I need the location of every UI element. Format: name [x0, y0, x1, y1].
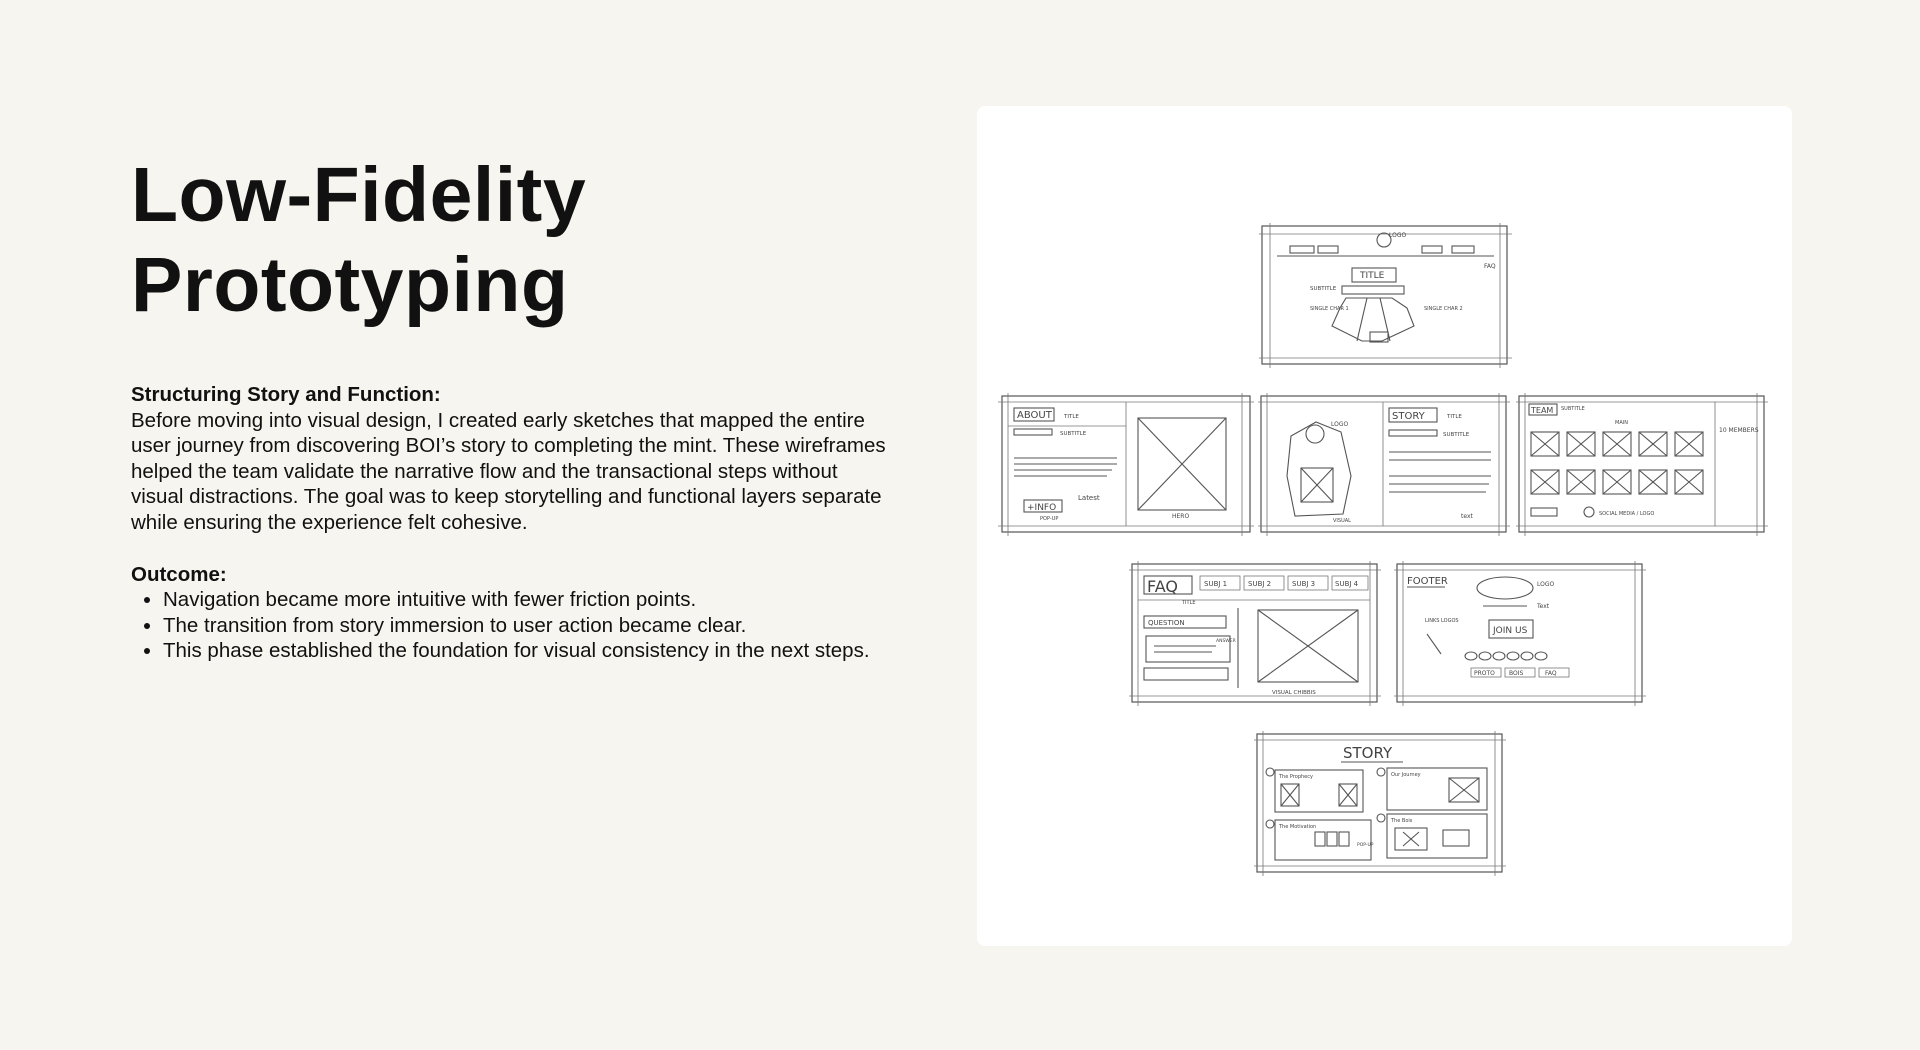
about-image-note: HERO — [1172, 513, 1190, 520]
story2-p3: The Motivation — [1279, 824, 1317, 830]
sketch-about — [998, 393, 1254, 536]
sketch-footer — [1394, 561, 1646, 706]
structuring-heading: Structuring Story and Function: — [131, 383, 441, 406]
wireframe-sketches — [977, 106, 1792, 946]
footer-links-note: LINKS LOGOS — [1425, 618, 1459, 624]
footer-logo-note: LOGO — [1537, 581, 1555, 588]
footer-text-note: Text — [1537, 603, 1550, 610]
team-label: TEAM — [1531, 406, 1554, 415]
faq-subj1: SUBJ 1 — [1204, 580, 1228, 588]
hero-faq-note: FAQ — [1484, 263, 1496, 270]
structuring-body: Before moving into visual design, I created early sketches that mapped the entire user journey from discovering BOI’s story to completing the mint. These wireframes helped the team validate the narrative flow and the transactional steps without visual distractions. The goal was to keep storytelling and functional layers separate while ensuring the experience felt cohesive. — [131, 408, 886, 534]
team-subtitle-note: SUBTITLE — [1561, 406, 1585, 412]
faq-title-note: TITLE — [1182, 600, 1196, 606]
about-label: ABOUT — [1017, 410, 1052, 421]
about-popup-note: POP-UP — [1040, 516, 1059, 522]
outcome-item: • Navigation became more intuitive with fewer friction points. — [163, 587, 891, 613]
sketch-story-timeline — [1254, 731, 1506, 876]
story-visual-note: VISUAL — [1333, 518, 1351, 524]
story2-p1: The Prophecy — [1279, 774, 1313, 780]
footer-label: FOOTER — [1407, 576, 1448, 587]
page-title — [131, 150, 891, 330]
outcome-item: • This phase established the foundation for visual consistency in the next steps. — [163, 638, 891, 664]
structuring-section — [131, 382, 891, 536]
team-main-note: MAIN — [1615, 420, 1628, 426]
about-title-note: TITLE — [1064, 414, 1079, 420]
story-title-note: TITLE — [1447, 414, 1462, 420]
story-text-note: text — [1461, 513, 1473, 520]
hero-title-label: TITLE — [1360, 271, 1385, 281]
about-subtitle-note: SUBTITLE — [1060, 431, 1087, 437]
page-title-line1: Low-Fidelity — [131, 152, 587, 238]
team-social-note: SOCIAL MEDIA / LOGO — [1599, 511, 1655, 517]
hero-char1-note: SINGLE CHAR 1 — [1310, 306, 1349, 312]
faq-subj3: SUBJ 3 — [1292, 580, 1316, 588]
story2-p2: Our Journey — [1391, 772, 1421, 778]
outcome-heading: Outcome: — [131, 562, 227, 586]
footer-nav-faq: FAQ — [1545, 670, 1557, 677]
outcome-list — [131, 587, 891, 664]
footer-join: JOIN US — [1493, 626, 1528, 636]
hero-subtitle-note: SUBTITLE — [1310, 286, 1337, 292]
sketch-team — [1516, 393, 1768, 536]
hero-logo-note: LOGO — [1389, 232, 1407, 239]
story2-label: STORY — [1343, 744, 1393, 762]
about-info: +INFO — [1027, 503, 1057, 513]
sketch-faq — [1129, 561, 1381, 706]
page-title-line2: Prototyping — [131, 242, 569, 328]
sketch-hero — [1259, 223, 1512, 368]
sketch-story — [1258, 393, 1510, 536]
faq-label: FAQ — [1147, 577, 1178, 596]
outcome-item: • The transition from story immersion to user action became clear. — [163, 613, 891, 639]
footer-nav-bois: BOIS — [1509, 670, 1524, 677]
faq-question: QUESTION — [1148, 619, 1185, 627]
text-column — [131, 150, 891, 664]
faq-subj4: SUBJ 4 — [1335, 580, 1359, 588]
story-label: STORY — [1392, 411, 1425, 422]
story-subtitle-note: SUBTITLE — [1443, 432, 1470, 438]
story-logo-note: LOGO — [1331, 421, 1349, 428]
footer-nav-proto: PROTO — [1474, 670, 1495, 677]
story2-popup-note: POP-UP — [1357, 843, 1374, 848]
hero-char2-note: SINGLE CHAR 2 — [1424, 306, 1463, 312]
about-text-note: Latest — [1078, 494, 1100, 502]
faq-subj2: SUBJ 2 — [1248, 580, 1272, 588]
faq-visual-note: VISUAL CHIBBIS — [1272, 690, 1316, 696]
outcome-section — [131, 562, 891, 664]
faq-answer-note: ANSWER — [1216, 639, 1236, 644]
team-members-note: 10 MEMBERS — [1719, 427, 1759, 434]
story2-p4: The Bois — [1391, 818, 1413, 824]
sketch-card — [977, 106, 1792, 946]
